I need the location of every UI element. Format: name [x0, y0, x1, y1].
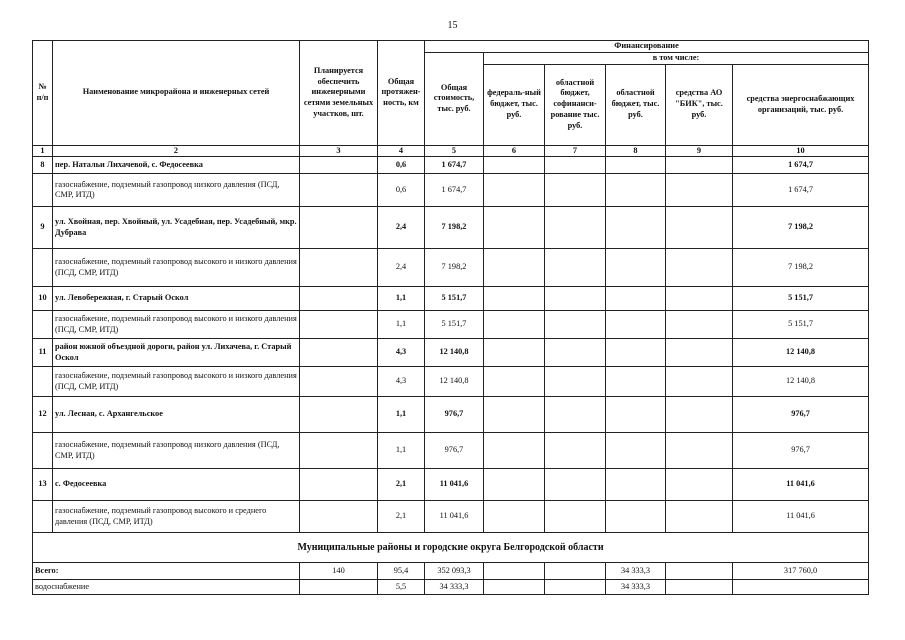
row-cost: 5 151,7: [425, 311, 484, 339]
water-label: водоснабжение: [33, 580, 300, 595]
column-numbers-row: [33, 145, 869, 157]
water-cost: 34 333,3: [425, 580, 484, 595]
header-energy: средства энергоснабжающих организаций, тыс. руб.: [733, 64, 869, 145]
row-federal: [484, 339, 545, 367]
header-financing: Финансирование: [425, 41, 869, 53]
row-planned: [300, 433, 378, 469]
row-regional-cofin: [545, 397, 606, 433]
row-planned: [300, 397, 378, 433]
row-planned: [300, 174, 378, 207]
row-bik: [666, 433, 733, 469]
row-regional: [606, 207, 666, 249]
row-planned: [300, 207, 378, 249]
row-regional: [606, 397, 666, 433]
row-federal: [484, 207, 545, 249]
row-planned: [300, 367, 378, 397]
row-name: газоснабжение, подземный газопровод низкого давления (ПСД, СМР, ИТД): [53, 174, 300, 207]
row-name: газоснабжение, подземный газопровод низкого давления (ПСД, СМР, ИТД): [53, 433, 300, 469]
row-name: газоснабжение, подземный газопровод высокого и низкого давления (ПСД, СМР, ИТД): [53, 311, 300, 339]
row-bik: [666, 469, 733, 501]
row-regional: [606, 174, 666, 207]
row-planned: [300, 339, 378, 367]
row-number: [33, 433, 53, 469]
row-regional: [606, 249, 666, 287]
header-including: в том числе:: [484, 52, 869, 64]
totals-row: [33, 563, 869, 580]
row-bik: [666, 367, 733, 397]
row-number: 11: [33, 339, 53, 367]
column-number: 6: [484, 145, 545, 157]
row-regional: [606, 157, 666, 174]
header-regional-cofin: областной бюджет, софинанси-рование тыс. руб.: [545, 64, 606, 145]
row-length: 4,3: [378, 339, 425, 367]
row-bik: [666, 311, 733, 339]
row-name: ул. Хвойная, пер. Хвойный, ул. Усадебная, пер. Усадебный, мкр. Дубрава: [53, 207, 300, 249]
row-cost: 976,7: [425, 433, 484, 469]
row-length: 2,4: [378, 207, 425, 249]
totals-energy: 317 760,0: [733, 563, 869, 580]
row-federal: [484, 469, 545, 501]
row-bik: [666, 207, 733, 249]
row-name: с. Федосеевка: [53, 469, 300, 501]
table-row-district: [33, 287, 869, 311]
row-regional: [606, 287, 666, 311]
row-regional: [606, 311, 666, 339]
row-bik: [666, 174, 733, 207]
column-number: 2: [53, 145, 300, 157]
row-planned: [300, 287, 378, 311]
row-regional-cofin: [545, 501, 606, 533]
row-number: 10: [33, 287, 53, 311]
header-federal: федераль-ный бюджет, тыс. руб.: [484, 64, 545, 145]
row-length: 4,3: [378, 367, 425, 397]
row-planned: [300, 501, 378, 533]
header-length: Общая протяжен-ность, км: [378, 41, 425, 146]
row-regional-cofin: [545, 207, 606, 249]
row-name: ул. Левобережная, г. Старый Оскол: [53, 287, 300, 311]
row-energy: 1 674,7: [733, 174, 869, 207]
row-number: [33, 174, 53, 207]
row-regional: [606, 339, 666, 367]
row-number: 12: [33, 397, 53, 433]
row-cost: 7 198,2: [425, 207, 484, 249]
row-cost: 12 140,8: [425, 339, 484, 367]
table-row-detail: [33, 311, 869, 339]
row-number: [33, 501, 53, 533]
row-length: 1,1: [378, 311, 425, 339]
row-bik: [666, 157, 733, 174]
row-name: ул. Лесная, с. Архангельское: [53, 397, 300, 433]
header-planned: Планируется обеспечить инженерными сетями земельных участков, шт.: [300, 41, 378, 146]
row-cost: 1 674,7: [425, 174, 484, 207]
row-number: 8: [33, 157, 53, 174]
row-length: 1,1: [378, 433, 425, 469]
row-federal: [484, 157, 545, 174]
row-energy: 1 674,7: [733, 157, 869, 174]
row-regional-cofin: [545, 367, 606, 397]
row-regional-cofin: [545, 311, 606, 339]
row-federal: [484, 501, 545, 533]
financing-table: [32, 40, 869, 595]
row-federal: [484, 433, 545, 469]
header-bik: средства АО "БИК", тыс. руб.: [666, 64, 733, 145]
row-energy: 5 151,7: [733, 287, 869, 311]
table-row-district: [33, 157, 869, 174]
row-planned: [300, 249, 378, 287]
totals-label: Всего:: [33, 563, 300, 580]
header-regional: областной бюджет, тыс. руб.: [606, 64, 666, 145]
table-row-detail: [33, 433, 869, 469]
column-number: 7: [545, 145, 606, 157]
row-length: 2,4: [378, 249, 425, 287]
row-energy: 12 140,8: [733, 339, 869, 367]
water-row: [33, 580, 869, 595]
section-title: Муниципальные районы и городские округа Белгородской области: [33, 533, 869, 563]
row-cost: 5 151,7: [425, 287, 484, 311]
table-row-district: [33, 207, 869, 249]
row-regional-cofin: [545, 287, 606, 311]
table-row-district: [33, 397, 869, 433]
row-name: пер. Натальи Лихачевой, с. Федосеевка: [53, 157, 300, 174]
row-planned: [300, 157, 378, 174]
row-cost: 11 041,6: [425, 501, 484, 533]
row-federal: [484, 287, 545, 311]
table-row-detail: [33, 249, 869, 287]
row-length: 1,1: [378, 287, 425, 311]
row-federal: [484, 397, 545, 433]
totals-cost: 352 093,3: [425, 563, 484, 580]
column-number: 1: [33, 145, 53, 157]
row-name: газоснабжение, подземный газопровод высокого и низкого давления (ПСД, СМР, ИТД): [53, 367, 300, 397]
row-energy: 11 041,6: [733, 501, 869, 533]
row-federal: [484, 367, 545, 397]
column-number: 5: [425, 145, 484, 157]
section-row: [33, 533, 869, 563]
row-number: [33, 249, 53, 287]
row-number: [33, 311, 53, 339]
row-length: 1,1: [378, 397, 425, 433]
row-energy: 11 041,6: [733, 469, 869, 501]
water-length: 5,5: [378, 580, 425, 595]
column-number: 3: [300, 145, 378, 157]
row-bik: [666, 501, 733, 533]
row-cost: 1 674,7: [425, 157, 484, 174]
row-regional-cofin: [545, 469, 606, 501]
header-name: Наименование микрорайона и инженерных сетей: [53, 41, 300, 146]
row-length: 0,6: [378, 157, 425, 174]
column-number: 9: [666, 145, 733, 157]
row-federal: [484, 249, 545, 287]
column-number: 4: [378, 145, 425, 157]
row-energy: 976,7: [733, 433, 869, 469]
row-number: [33, 367, 53, 397]
row-name: газоснабжение, подземный газопровод высокого и среднего давления (ПСД, СМР, ИТД): [53, 501, 300, 533]
row-energy: 7 198,2: [733, 249, 869, 287]
header-no: № п/п: [33, 41, 53, 146]
page-number: 15: [447, 20, 458, 31]
row-regional: [606, 501, 666, 533]
table-row-district: [33, 339, 869, 367]
row-energy: 7 198,2: [733, 207, 869, 249]
row-length: 0,6: [378, 174, 425, 207]
row-regional-cofin: [545, 249, 606, 287]
row-regional-cofin: [545, 157, 606, 174]
row-regional-cofin: [545, 174, 606, 207]
row-energy: 976,7: [733, 397, 869, 433]
row-regional-cofin: [545, 433, 606, 469]
water-regional: 34 333,3: [606, 580, 666, 595]
row-energy: 5 151,7: [733, 311, 869, 339]
row-number: 9: [33, 207, 53, 249]
totals-length: 95,4: [378, 563, 425, 580]
column-number: 8: [606, 145, 666, 157]
table-row-detail: [33, 174, 869, 207]
row-cost: 12 140,8: [425, 367, 484, 397]
row-cost: 11 041,6: [425, 469, 484, 501]
row-bik: [666, 249, 733, 287]
row-name: район южной объездной дороги, район ул. Лихачева, г. Старый Оскол: [53, 339, 300, 367]
row-cost: 976,7: [425, 397, 484, 433]
totals-regional: 34 333,3: [606, 563, 666, 580]
table-row-district: [33, 469, 869, 501]
row-bik: [666, 287, 733, 311]
row-length: 2,1: [378, 469, 425, 501]
row-regional-cofin: [545, 339, 606, 367]
column-number: 10: [733, 145, 869, 157]
row-federal: [484, 174, 545, 207]
totals-planned: 140: [300, 563, 378, 580]
row-regional: [606, 469, 666, 501]
row-planned: [300, 311, 378, 339]
row-length: 2,1: [378, 501, 425, 533]
row-number: 13: [33, 469, 53, 501]
header-total-cost: Общая стоимость, тыс. руб.: [425, 52, 484, 145]
row-federal: [484, 311, 545, 339]
row-bik: [666, 339, 733, 367]
row-planned: [300, 469, 378, 501]
row-energy: 12 140,8: [733, 367, 869, 397]
row-regional: [606, 367, 666, 397]
row-regional: [606, 433, 666, 469]
table-row-detail: [33, 501, 869, 533]
table-row-detail: [33, 367, 869, 397]
row-bik: [666, 397, 733, 433]
row-name: газоснабжение, подземный газопровод высокого и низкого давления (ПСД, СМР, ИТД): [53, 249, 300, 287]
row-cost: 7 198,2: [425, 249, 484, 287]
